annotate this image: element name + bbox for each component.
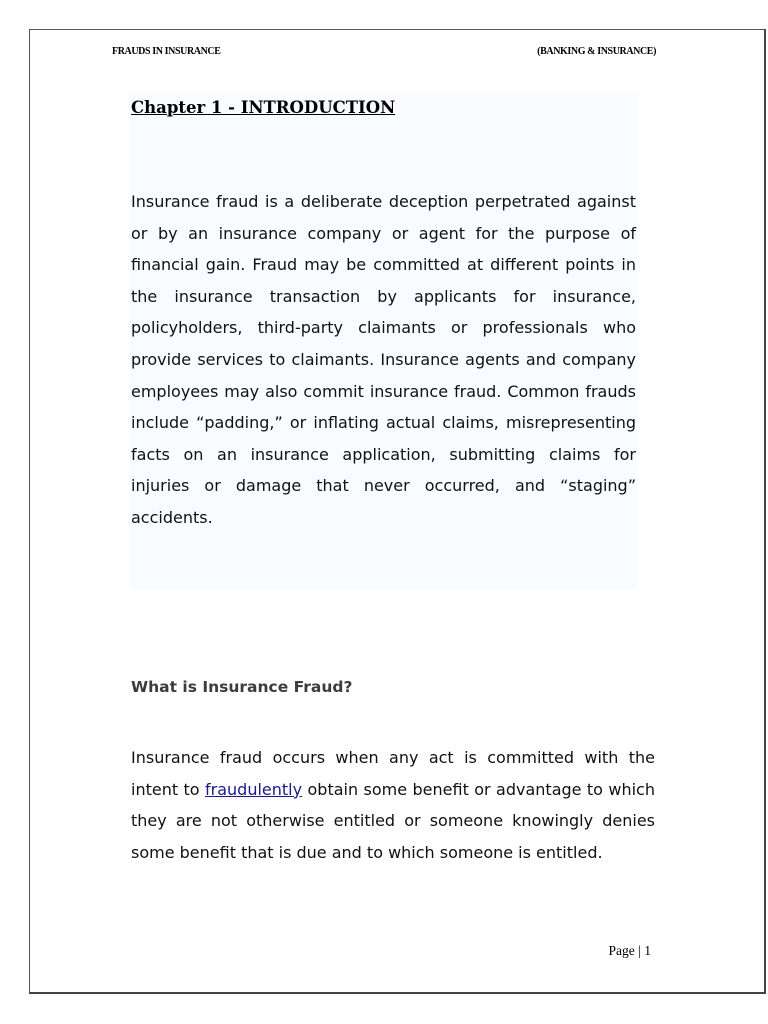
running-header-title: FRAUDS IN INSURANCE [112,46,221,57]
intro-paragraph: Insurance fraud is a deliberate deception perpetrated against or by an insurance company or agent for the purpose of financial gain. Fraud may be committed at different points in the insurance transaction by applicants for insurance, policyholders, third-party claimants or professionals who provide services to claimants. Insurance agents and company employees may also commit insurance fraud. Common frauds include “padding,” or inflating actual claims, misrepresenting facts on an insurance application, submitting claims for injuries or damage that never occurred, and “staging” accidents. [131,192,636,527]
running-header-subject: (BANKING & INSURANCE) [537,46,656,57]
section-heading: What is Insurance Fraud? [131,678,353,696]
page-number: Page | 1 [608,943,651,958]
definition-paragraph [131,742,655,868]
definition-text-start: Insurance fraud occurs when any act is committed with the intent to [131,748,655,799]
fraudulently-link[interactable]: fraudulently [205,779,303,799]
definition-text-end: obtain some benefit or advantage to which they are not otherwise entitled or someone knowingly denies some benefit that is due and to which someone is entitled. [131,779,655,862]
chapter-title: Chapter 1 - INTRODUCTION [131,98,396,117]
